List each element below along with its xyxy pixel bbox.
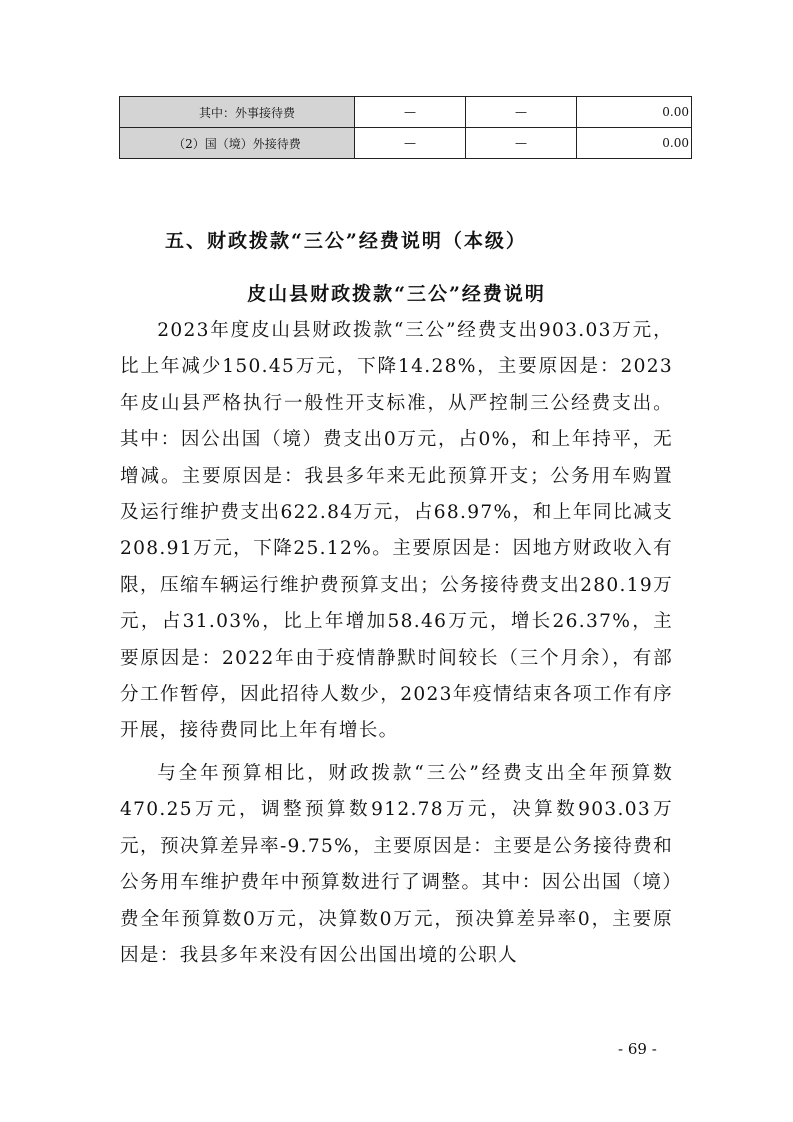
- expense-table: [119, 96, 692, 159]
- page-number: - 69 -: [618, 1040, 657, 1058]
- row-cell: —: [466, 97, 577, 128]
- row-cell: —: [355, 128, 466, 159]
- body-text: [120, 313, 673, 974]
- section-heading: 五、财政拨款“三公”经费说明（本级）: [165, 230, 527, 252]
- row-label: 其中：外事接待费: [120, 97, 355, 128]
- paragraph: 2023年度皮山县财政拨款“三公”经费支出903.03万元，比上年减少150.45万元，下降14.28%，主要原因是：2023年皮山县严格执行一般性开支标准，从严控制三公经费支出。其中：因公出国（境）费支出0万元，占0%，和上年持平，无增减。主要原因是：我县多年来无此预算开支；公务用车购置及运行维护费支出622.84万元，占68.97%，和上年同比减支208.91万元，下降25.12%。主要原因是：因地方财政收入有限，压缩车辆运行维护费预算支出；公务接待费支出280.19万元，占31.03%，比上年增加58.46万元，增长26.37%，主要原因是：2022年由于疫情静默时间较长（三个月余），有部分工作暂停，因此招待人数少，2023年疫情结束各项工作有序开展，接待费同比上年有增长。: [120, 320, 673, 742]
- table-row: [120, 128, 692, 159]
- paragraph: 与全年预算相比，财政拨款“三公”经费支出全年预算数470.25万元，调整预算数912.78万元，决算数903.03万元，预决算差异率-9.75%，主要原因是：主要是公务接待费和公务用车维护费年中预算数进行了调整。其中：因公出国（境）费全年预算数0万元，决算数0万元，预决算差异率0，主要原因是：我县多年来没有因公出国出境的公职人: [120, 762, 673, 966]
- sub-heading: 皮山县财政拨款“三公”经费说明: [247, 283, 546, 305]
- row-cell: —: [355, 97, 466, 128]
- table-row: [120, 97, 692, 128]
- row-cell: —: [466, 128, 577, 159]
- row-label: （2）国（境）外接待费: [120, 128, 355, 159]
- row-value: 0.00: [577, 97, 692, 128]
- row-value: 0.00: [577, 128, 692, 159]
